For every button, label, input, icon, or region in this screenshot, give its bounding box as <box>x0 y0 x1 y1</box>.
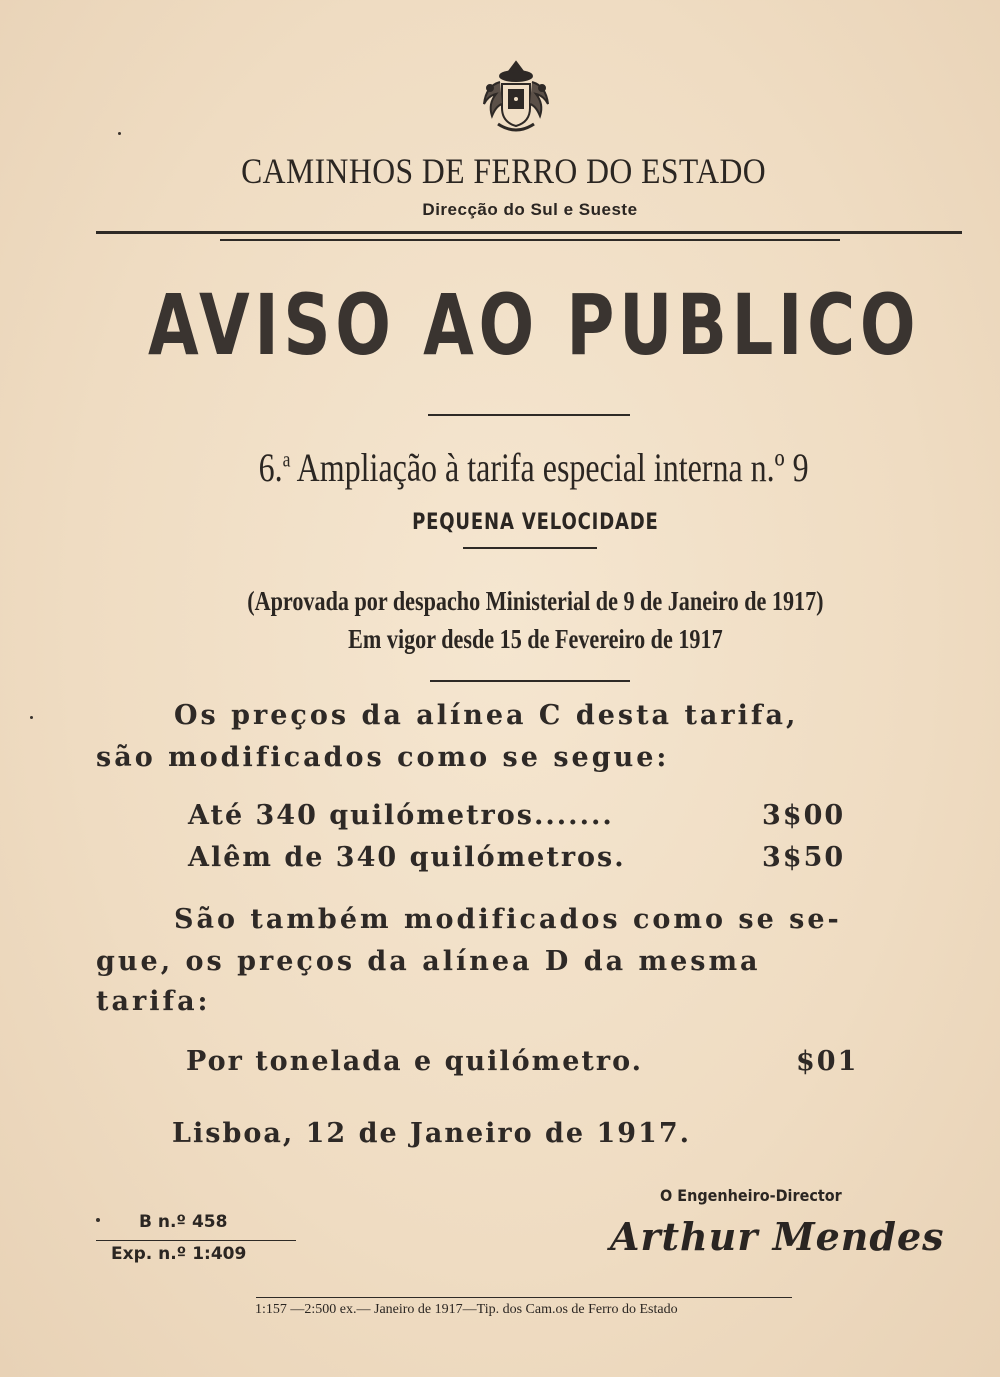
director-signature: Arthur Mendes <box>610 1214 945 1259</box>
price-row <box>188 842 888 873</box>
expedient-number: Exp. n.º 1:409 <box>111 1244 247 1264</box>
effective-date: Em vigor desde 15 de Fevereiro de 1917 <box>348 624 723 654</box>
section-d-line2: gue, os preços da alínea D da mesma <box>96 946 761 977</box>
section-d-line3: tarifa: <box>96 986 211 1017</box>
directorate-name: Direcção do Sul e Sueste <box>422 200 638 219</box>
page-title: AVISO AO PUBLICO <box>148 276 921 374</box>
organization-name: CAMINHOS DE FERRO DO ESTADO <box>241 151 767 191</box>
director-role: O Engenheiro-Director <box>660 1186 842 1205</box>
speed-class: PEQUENA VELOCIDADE <box>412 510 659 535</box>
tonnage-price-amount: $01 <box>796 1046 859 1077</box>
tariff-subtitle: 6.$^a$ Ampliação à tarifa especial interna n.º 9 <box>258 445 809 490</box>
header-rule-top <box>96 231 962 234</box>
date-line: Lisboa, 12 de Janeiro de 1917. <box>172 1118 692 1149</box>
section-c-intro-line1: Os preços da alínea C desta tarifa, <box>174 700 799 731</box>
price-label: Alêm de 340 quilómetros. <box>188 842 626 873</box>
divider-title <box>428 414 630 416</box>
divider-speed <box>463 547 597 549</box>
footer-rule <box>256 1297 792 1298</box>
coat-of-arms-icon <box>476 58 556 138</box>
ink-dot <box>96 1218 100 1222</box>
header-rule-bottom <box>220 239 840 241</box>
price-amount: 3$50 <box>762 842 846 873</box>
tonnage-price-row <box>186 1046 886 1077</box>
approval-note: (Aprovada por despacho Ministerial de 9 de Janeiro de 1917) <box>247 586 824 616</box>
price-row <box>188 800 888 831</box>
bulletin-number: B n.º 458 <box>139 1212 228 1232</box>
price-amount: 3$00 <box>762 800 846 831</box>
section-d-line1: São também modificados como se se- <box>174 904 842 935</box>
print-footer: 1:157 —2:500 ex.— Janeiro de 1917—Tip. dos Cam.os de Ferro do Estado <box>255 1302 678 1317</box>
paper-speck <box>118 132 121 135</box>
reference-divider <box>96 1240 296 1241</box>
section-c-intro-line2: são modificados como se segue: <box>96 742 670 773</box>
divider-approval <box>430 680 630 682</box>
tonnage-price-label: Por tonelada e quilómetro. <box>186 1046 644 1077</box>
paper-speck <box>30 716 33 719</box>
price-label: Até 340 quilómetros....... <box>188 800 614 831</box>
